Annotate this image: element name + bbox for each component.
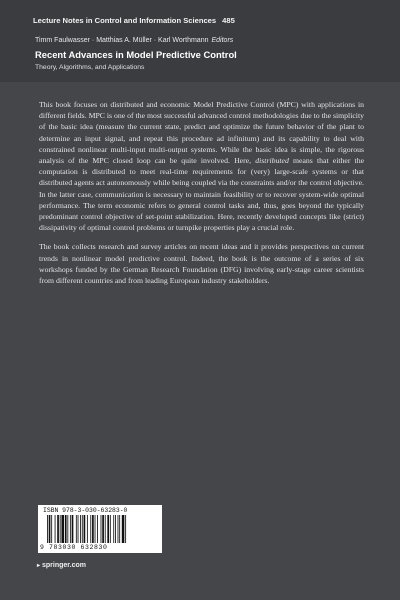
barcode-bar [67, 515, 68, 543]
arrow-right-icon: ▸ [37, 563, 41, 569]
barcode-bar [55, 515, 56, 543]
p1-part-b: means that either the computation is distributed to meet real-time requirements for (very) large-scale systems or that distributed agents act autonomously while being coupled via the constraints and/or the control objective. In the latter case, communication is necessary to maintain feasibility or to recover system-wide optimal performance. The term economic refers to general control tasks and, thus, goes beyond the typically predominant control objective of set-point stabilization. Here, recently developed concepts like (strict) dissipativity of optimal control problems or turnpike properties play a crucial role. [39, 156, 365, 233]
p1-emphasis: distributed [255, 156, 289, 166]
barcode-bar [80, 515, 81, 543]
book-description [39, 99, 364, 286]
book-subtitle: Theory, Algorithms, and Applications [35, 64, 145, 71]
editor-names: Timm Faulwasser · Matthias A. Müller · Karl Worthmann [35, 37, 209, 44]
barcode-bar [101, 515, 102, 543]
barcode-bar [70, 515, 71, 543]
description-paragraph-2: The book collects research and survey articles on recent ideas and it provides perspectives on current trends in nonlinear model predictive control. Indeed, the book is the outcome of a series of six workshops funded by the German Research Foundation (DFG) involving early-stage career scientists from different countries and from leading European industry stakeholders. [39, 242, 364, 286]
barcode-bar [65, 515, 67, 543]
barcode-bar [110, 515, 111, 543]
barcode-bar [92, 515, 94, 543]
editors-line [35, 37, 233, 44]
barcode-bar [51, 515, 52, 543]
book-title: Recent Advances in Model Predictive Control [35, 49, 237, 60]
barcode-bar [105, 515, 106, 543]
barcode-bar [82, 515, 83, 543]
barcode-panel [38, 505, 162, 553]
barcode-bar [84, 515, 86, 543]
publisher-link[interactable] [37, 562, 86, 569]
barcode-bar [87, 515, 88, 543]
barcode-bar [61, 515, 64, 543]
p1-part-a: This book focuses on distributed and economic Model Predictive Control (MPC) with applications in different fields. MPC is one of the most successful advanced control methodologies due to the simplicity of the basic idea (measure the current state, predict and optimize the future behavior of the plant to determine an input signal, and repeat this procedure ad infinitum) and its capability to deal with constrained nonlinear multi-input multi-output systems. While the basic idea is simple, the rigorous analysis of the MPC closed loop can be quite involved. Here, [39, 100, 364, 166]
barcode-bar [47, 515, 48, 543]
barcode-bar [97, 515, 98, 543]
barcode-bar [60, 515, 61, 543]
barcode-bar [115, 515, 116, 543]
publisher-url: springer.com [42, 562, 86, 569]
barcode-bar [57, 515, 59, 543]
barcode-bar [125, 515, 126, 543]
barcode-graphic [47, 515, 155, 543]
barcode-bar [118, 515, 119, 543]
barcode-bar [76, 515, 77, 543]
series-name: Lecture Notes in Control and Information Sciences [33, 16, 217, 25]
barcode-bar [49, 515, 51, 543]
barcode-bar [113, 515, 114, 543]
series-title [33, 16, 235, 25]
barcode-bar [78, 515, 79, 543]
description-paragraph-1 [39, 99, 364, 233]
volume-number: 485 [222, 16, 235, 25]
barcode-bar [95, 515, 96, 543]
barcode-bar [122, 515, 125, 543]
barcode-digits: 9 783030 632830 [40, 544, 108, 551]
editors-tag: Editors [211, 37, 234, 44]
isbn-label: ISBN 978-3-030-63283-0 [43, 507, 128, 514]
barcode-bar [72, 515, 74, 543]
barcode-bar [90, 515, 91, 543]
barcode-bar [107, 515, 109, 543]
barcode-bar [119, 515, 120, 543]
barcode-bar [102, 515, 104, 543]
